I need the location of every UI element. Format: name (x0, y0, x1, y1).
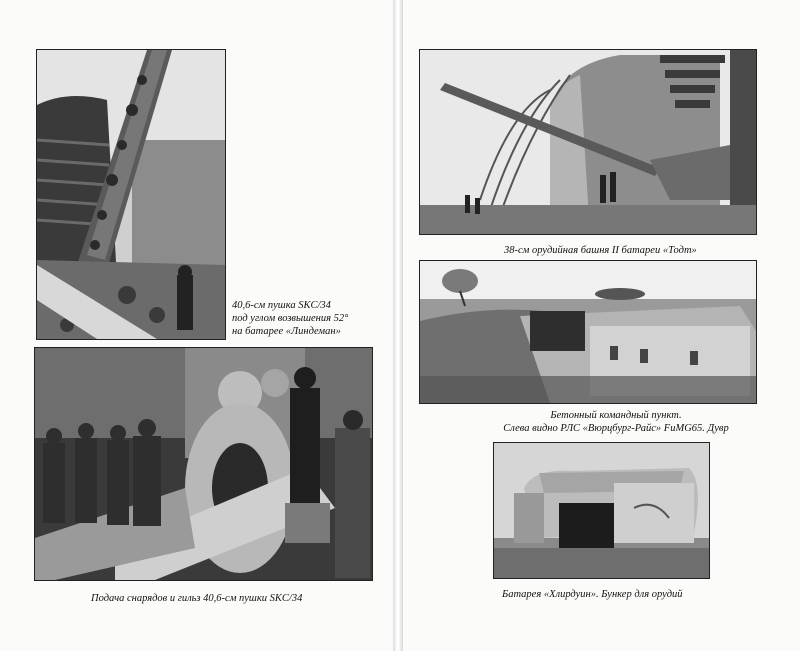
photo-shell-loading-caption: Подача снарядов и гильз 40,6-см пушки SKC/34 (91, 593, 303, 604)
book-gutter (393, 0, 403, 651)
photo-shell-loading (34, 347, 373, 581)
caption-line: Бетонный командный пункт. (550, 410, 682, 421)
caption-line: 40,6-см пушка SKC/34 (232, 300, 331, 311)
photo-bunker-caption: Батарея «Хлирдуин». Бункер для орудий (502, 589, 683, 600)
caption-line: Слева видно РЛС «Вюрцбург-Райс» FuMG65. Дувр (503, 423, 729, 434)
right-page (403, 0, 800, 651)
photo-command-post-caption (461, 409, 771, 435)
photo-command-post (419, 260, 757, 404)
caption-line: на батарее «Линдеман» (232, 326, 341, 337)
photo-gun-elevated-caption (232, 299, 348, 338)
left-page (0, 0, 393, 651)
caption-line: под углом возвышения 52° (232, 313, 349, 324)
photo-turret-todt-caption: 38-см орудийная башня II батареи «Тодт» (504, 245, 697, 256)
photo-gun-elevated (36, 49, 226, 340)
photo-turret-todt (419, 49, 757, 235)
photo-bunker (493, 442, 710, 579)
